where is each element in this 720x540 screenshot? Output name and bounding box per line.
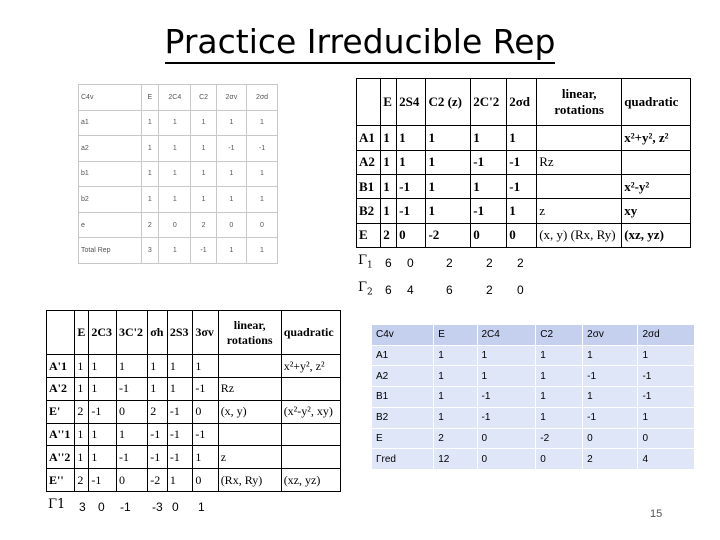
table-cell: -1 <box>89 400 117 423</box>
table-cell: 2C4 <box>477 325 536 346</box>
table-cell: Rz <box>537 150 622 174</box>
row-label: A1 <box>357 126 381 150</box>
gamma-value: 0 <box>172 500 179 514</box>
table-cell: 1 <box>117 355 148 378</box>
table-cell: 0 <box>477 428 536 449</box>
table-cell: -1 <box>638 387 695 408</box>
table-cell: x²+y², z² <box>622 126 691 150</box>
gamma-value: 4 <box>407 283 414 297</box>
gamma-value: 2 <box>486 283 493 297</box>
table-cell: 0 <box>216 212 246 238</box>
row-label: A''1 <box>47 423 75 446</box>
table-cell: 1 <box>434 387 477 408</box>
table-cell: 1 <box>477 366 536 387</box>
table-cell: (x²-y², xy) <box>281 400 340 423</box>
table-cell <box>281 423 340 446</box>
table-cell: -1 <box>148 446 168 469</box>
table-cell: 1 <box>89 423 117 446</box>
table-cell: 0 <box>193 469 218 492</box>
row-label: C4v <box>79 85 142 111</box>
table-cell: 1 <box>381 150 397 174</box>
table-cell <box>537 174 622 198</box>
table-cell: 1 <box>75 423 89 446</box>
table-cell: z <box>537 199 622 223</box>
table-cell: 3 <box>141 238 159 264</box>
table-header-row <box>357 79 691 126</box>
table-cell: 1 <box>159 238 191 264</box>
table-row <box>79 85 278 111</box>
header-cell: E <box>75 311 89 355</box>
gamma-value: 0 <box>517 283 524 297</box>
table-cell <box>537 126 622 150</box>
table-cell: 1 <box>381 174 397 198</box>
table-cell: 2σv <box>583 325 638 346</box>
gamma-value: 2 <box>517 256 524 270</box>
table-row <box>372 387 695 408</box>
table-row <box>47 400 341 423</box>
table-row <box>372 449 695 470</box>
table-row <box>47 355 341 378</box>
table-cell: 1 <box>507 199 537 223</box>
table-cell: 1 <box>246 187 277 213</box>
table-header-row <box>47 311 341 355</box>
table-cell: 1 <box>193 355 218 378</box>
table-cell: -1 <box>216 136 246 162</box>
table-cell: 0 <box>536 449 583 470</box>
table-cell: -1 <box>477 407 536 428</box>
table-cell: 1 <box>536 387 583 408</box>
table-cell: 1 <box>216 187 246 213</box>
header-cell: σh <box>148 311 168 355</box>
table-cell: (xz, yz) <box>622 223 691 247</box>
table-cell: x²-y² <box>622 174 691 198</box>
table-cell: 0 <box>583 428 638 449</box>
table-row <box>372 325 695 346</box>
table-cell: E <box>434 325 477 346</box>
gamma-value: 1 <box>198 500 205 514</box>
gamma-value: -3 <box>152 500 163 514</box>
d3h-character-table <box>46 310 341 492</box>
table-cell: 1 <box>159 161 191 187</box>
table-cell: 1 <box>89 446 117 469</box>
table-cell: 2 <box>434 428 477 449</box>
slide-title: Practice Irreducible Rep <box>0 22 720 61</box>
table-row <box>47 377 341 400</box>
row-label: a1 <box>79 110 142 136</box>
table-cell: 2C4 <box>159 85 191 111</box>
table-cell: -1 <box>471 199 507 223</box>
table-cell: 1 <box>536 407 583 428</box>
table-cell: -1 <box>477 387 536 408</box>
table-cell: 1 <box>167 469 193 492</box>
table-row <box>79 238 278 264</box>
table-cell: 1 <box>536 366 583 387</box>
table-cell: 1 <box>434 345 477 366</box>
header-cell: 2C3 <box>89 311 117 355</box>
row-label: A2 <box>372 366 434 387</box>
table-cell: 2 <box>583 449 638 470</box>
table-cell: 1 <box>397 150 426 174</box>
table-cell: 0 <box>638 428 695 449</box>
table-cell <box>218 423 281 446</box>
table-cell: 1 <box>381 199 397 223</box>
table-cell: 1 <box>426 174 471 198</box>
table-cell: 1 <box>638 407 695 428</box>
table-cell: 2σv <box>216 85 246 111</box>
table-cell: -1 <box>117 446 148 469</box>
table-cell: 1 <box>117 423 148 446</box>
table-cell: 1 <box>246 238 277 264</box>
table-cell: 1 <box>638 345 695 366</box>
table-cell <box>622 150 691 174</box>
header-cell: 2S3 <box>167 311 193 355</box>
row-label: Γred <box>372 449 434 470</box>
table-cell: -1 <box>117 377 148 400</box>
table-cell: -1 <box>167 446 193 469</box>
gamma-value: 0 <box>407 256 414 270</box>
table-cell: 1 <box>193 446 218 469</box>
header-cell: 3σv <box>193 311 218 355</box>
table-row <box>79 212 278 238</box>
table-cell: 1 <box>191 161 216 187</box>
table-cell: 2σd <box>246 85 277 111</box>
table-cell: -1 <box>507 150 537 174</box>
table-cell: -1 <box>638 366 695 387</box>
header-cell: 2σd <box>507 79 537 126</box>
row-label: B2 <box>372 407 434 428</box>
table-cell: 0 <box>471 223 507 247</box>
table-cell: 1 <box>246 110 277 136</box>
header-cell: linear, rotations <box>537 79 622 126</box>
table-cell: 1 <box>426 150 471 174</box>
table-row <box>357 223 691 247</box>
table-cell: 2 <box>141 212 159 238</box>
gamma-value: 6 <box>385 283 392 297</box>
table-cell: 2 <box>191 212 216 238</box>
table-cell: 2 <box>381 223 397 247</box>
gamma-label: Γ1 <box>48 497 66 512</box>
c4v-character-table-small <box>78 84 278 264</box>
table-cell: 1 <box>159 136 191 162</box>
table-cell: 1 <box>246 161 277 187</box>
table-cell: (xz, yz) <box>281 469 340 492</box>
row-label: B1 <box>372 387 434 408</box>
table-cell: 2 <box>148 400 168 423</box>
table-cell: -1 <box>167 423 193 446</box>
table-cell: 0 <box>246 212 277 238</box>
header-cell: quadratic <box>622 79 691 126</box>
table-row <box>372 366 695 387</box>
table-cell: 2 <box>75 400 89 423</box>
table-cell: -1 <box>148 423 168 446</box>
row-label: E'' <box>47 469 75 492</box>
table-cell: 1 <box>167 377 193 400</box>
gamma-value: 6 <box>446 283 453 297</box>
gamma-value: 2 <box>446 256 453 270</box>
table-row <box>47 446 341 469</box>
table-row <box>357 150 691 174</box>
row-label: A'1 <box>47 355 75 378</box>
table-cell <box>218 355 281 378</box>
table-cell: -1 <box>193 377 218 400</box>
table-cell: (x, y) <box>218 400 281 423</box>
table-cell: xy <box>622 199 691 223</box>
row-label: b1 <box>79 161 142 187</box>
gamma-value: 6 <box>385 256 392 270</box>
table-row <box>47 469 341 492</box>
row-label: E' <box>47 400 75 423</box>
table-cell: 2 <box>75 469 89 492</box>
row-label: A''2 <box>47 446 75 469</box>
table-cell <box>281 446 340 469</box>
table-cell: -1 <box>193 423 218 446</box>
gamma-value: -1 <box>120 500 131 514</box>
row-label: E <box>372 428 434 449</box>
table-cell: 1 <box>75 355 89 378</box>
table-cell <box>281 377 340 400</box>
table-cell: 1 <box>141 110 159 136</box>
table-cell: 1 <box>89 377 117 400</box>
table-cell: 1 <box>141 136 159 162</box>
table-cell: 1 <box>434 407 477 428</box>
table-cell: 1 <box>397 126 426 150</box>
page-number: 15 <box>650 508 663 520</box>
header-cell: 3C'2 <box>117 311 148 355</box>
table-cell: 1 <box>477 345 536 366</box>
header-cell: linear, rotations <box>218 311 281 355</box>
table-cell: -1 <box>397 174 426 198</box>
row-label: a2 <box>79 136 142 162</box>
table-cell: -1 <box>167 400 193 423</box>
header-cell: 2C'2 <box>471 79 507 126</box>
table-cell: 1 <box>536 345 583 366</box>
row-label: e <box>79 212 142 238</box>
table-cell: 12 <box>434 449 477 470</box>
table-row <box>372 428 695 449</box>
table-cell: 0 <box>117 469 148 492</box>
row-label: A1 <box>372 345 434 366</box>
table-cell: 2σd <box>638 325 695 346</box>
table-cell: 0 <box>477 449 536 470</box>
row-label: A'2 <box>47 377 75 400</box>
table-cell: 1 <box>89 355 117 378</box>
table-row <box>79 136 278 162</box>
table-row <box>47 423 341 446</box>
table-cell: 1 <box>216 161 246 187</box>
table-cell: -1 <box>583 407 638 428</box>
table-cell: (Rx, Ry) <box>218 469 281 492</box>
gamma-label: $\Gamma_2$ <box>358 280 373 298</box>
table-cell: 0 <box>117 400 148 423</box>
table-cell: -1 <box>397 199 426 223</box>
table-cell: 1 <box>471 126 507 150</box>
table-row <box>372 407 695 428</box>
table-cell: 0 <box>507 223 537 247</box>
table-cell: Rz <box>218 377 281 400</box>
header-cell: E <box>381 79 397 126</box>
row-label: B2 <box>357 199 381 223</box>
table-cell: 1 <box>75 377 89 400</box>
header-cell: C2 (z) <box>426 79 471 126</box>
c4v-reducible-table <box>371 324 695 470</box>
gamma-label: $\Gamma_1$ <box>358 253 373 271</box>
table-cell: 1 <box>507 126 537 150</box>
header-cell: quadratic <box>281 311 340 355</box>
row-label: C4v <box>372 325 434 346</box>
table-cell: 1 <box>426 199 471 223</box>
table-cell: 1 <box>148 377 168 400</box>
table-cell: -1 <box>246 136 277 162</box>
table-cell: 1 <box>583 387 638 408</box>
table-cell: -2 <box>148 469 168 492</box>
header-cell: 2S4 <box>397 79 426 126</box>
row-label: b2 <box>79 187 142 213</box>
table-cell: z <box>218 446 281 469</box>
table-cell: -1 <box>191 238 216 264</box>
table-cell: 1 <box>148 355 168 378</box>
table-row <box>357 199 691 223</box>
gamma-value: 3 <box>79 500 86 514</box>
table-cell: C2 <box>536 325 583 346</box>
table-cell: 1 <box>191 110 216 136</box>
table-cell: 1 <box>159 187 191 213</box>
gamma-value: 2 <box>486 256 493 270</box>
gamma-value: 0 <box>98 500 105 514</box>
table-cell: 1 <box>141 187 159 213</box>
table-cell: 1 <box>167 355 193 378</box>
table-row <box>372 345 695 366</box>
table-cell: 1 <box>191 187 216 213</box>
table-cell: -1 <box>471 150 507 174</box>
table-row <box>357 174 691 198</box>
table-row <box>79 187 278 213</box>
table-row <box>79 161 278 187</box>
row-label: B1 <box>357 174 381 198</box>
table-cell: 1 <box>381 126 397 150</box>
table-cell: 1 <box>216 110 246 136</box>
d2d-character-table <box>356 78 691 248</box>
row-label: Total Rep <box>79 238 142 264</box>
table-cell: x²+y², z² <box>281 355 340 378</box>
table-cell: 1 <box>426 126 471 150</box>
table-cell: 1 <box>159 110 191 136</box>
table-cell: 0 <box>397 223 426 247</box>
table-cell: (x, y) (Rx, Ry) <box>537 223 622 247</box>
table-cell: -1 <box>89 469 117 492</box>
table-cell: 1 <box>583 345 638 366</box>
table-cell: 1 <box>216 238 246 264</box>
row-label: A2 <box>357 150 381 174</box>
table-row <box>357 126 691 150</box>
table-cell: 0 <box>159 212 191 238</box>
table-cell: -2 <box>536 428 583 449</box>
table-cell: C2 <box>191 85 216 111</box>
table-cell: 1 <box>141 161 159 187</box>
table-cell: 0 <box>193 400 218 423</box>
table-row <box>79 110 278 136</box>
table-cell: -1 <box>583 366 638 387</box>
table-cell: 1 <box>191 136 216 162</box>
table-cell: E <box>141 85 159 111</box>
table-cell: 1 <box>75 446 89 469</box>
table-cell: -1 <box>507 174 537 198</box>
table-cell: -2 <box>426 223 471 247</box>
table-cell: 1 <box>434 366 477 387</box>
table-cell: 4 <box>638 449 695 470</box>
table-cell: 1 <box>471 174 507 198</box>
row-label: E <box>357 223 381 247</box>
